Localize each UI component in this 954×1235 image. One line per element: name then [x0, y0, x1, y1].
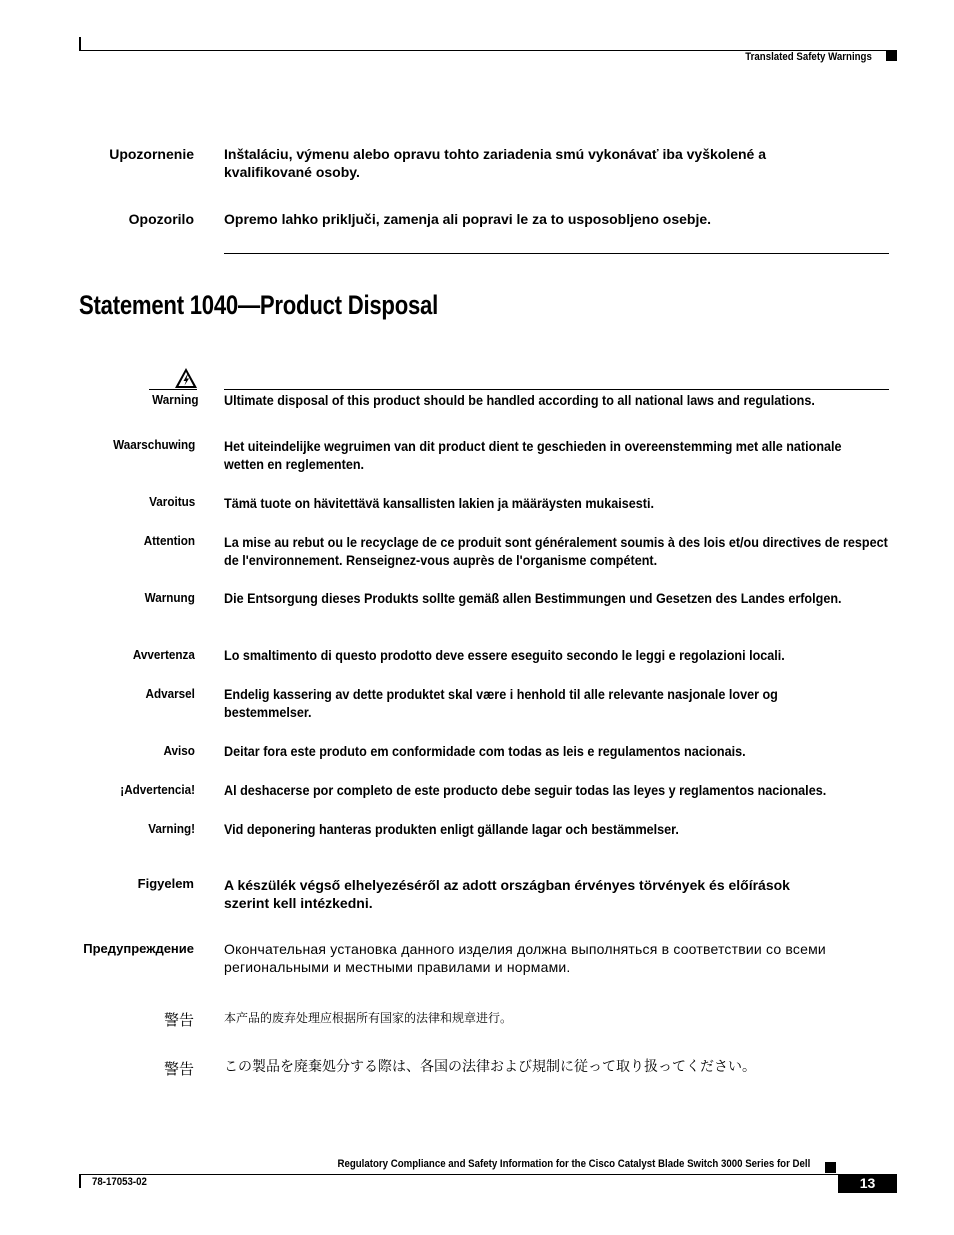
footer-doc-number: 78-17053-02: [92, 1176, 147, 1188]
header-marker: [886, 50, 897, 61]
translation-label-russian: Предупреждение: [83, 941, 194, 956]
warning-text-slovenian: Opremo lahko priključi, zamenja ali popravi le za to usposobljeno osebje.: [224, 211, 712, 227]
warning-text-slovak: Inštaláciu, výmenu alebo opravu tohto zariadenia smú vykonávať iba vyškolené a kvalifikované osoby.: [224, 146, 767, 180]
translation-text-portuguese: Deitar fora este produto em conformidade com todas as leis e regulamentos nacionais.: [224, 743, 746, 759]
end-rule: [224, 253, 889, 254]
translation-text-french: La mise au rebut ou le recyclage de ce produit sont généralement soumis à des lois et/ou directives de respect de l'environnement. Renseignez-vous auprès de l'organisme compétent.: [224, 534, 888, 568]
translation-text-finnish: Tämä tuote on hävitettävä kansallisten lakien ja määräysten mukaisesti.: [224, 495, 654, 511]
translation-text-german: Die Entsorgung dieses Produkts sollte gemäß allen Bestimmungen und Gesetzen des Landes erfolgen.: [224, 590, 842, 606]
translation-text-italian: Lo smaltimento di questo prodotto deve essere eseguito secondo le leggi e regolazioni locali.: [224, 647, 785, 663]
crop-mark-bottom: [79, 1174, 81, 1188]
warning-icon: [174, 367, 198, 389]
crop-mark-top: [79, 37, 81, 51]
warning-label-slovak: Upozornenie: [109, 146, 194, 162]
translation-label-french: Attention: [143, 533, 195, 548]
translation-label-german: Warnung: [144, 590, 195, 605]
statement-title: Statement 1040—Product Disposal: [79, 290, 439, 320]
translation-label-portuguese: Aviso: [163, 743, 195, 758]
header-section-title: Translated Safety Warnings: [745, 51, 872, 63]
translation-text-chinese: 本产品的废弃处理应根据所有国家的法律和规章进行。: [224, 1011, 513, 1025]
footer-rule: [79, 1174, 897, 1175]
translation-text-dutch: Het uiteindelijke wegruimen van dit product dient te geschieden in overeenstemming met alle nationale wetten en reglementen.: [224, 438, 842, 472]
translation-label-japanese: 警告: [163, 1060, 194, 1078]
translation-text-hungarian: A készülék végső elhelyezéséről az adott országban érvényes törvények és előírások szerint kell intézkedni.: [224, 877, 790, 911]
footer-marker: [825, 1162, 836, 1173]
footer-document-title: Regulatory Compliance and Safety Information for the Cisco Catalyst Blade Switch 3000 Series for Dell: [337, 1158, 810, 1170]
translation-text-spanish: Al deshacerse por completo de este producto debe seguir todas las leyes y reglamentos nacionales.: [224, 782, 827, 798]
translation-label-hungarian: Figyelem: [137, 876, 194, 891]
translation-text-swedish: Vid deponering hanteras produkten enligt gällande lagar och bestämmelser.: [224, 821, 679, 837]
translation-text-norwegian: Endelig kassering av dette produktet skal være i henhold til alle relevante nasjonale lover og bestemmelser.: [224, 686, 778, 720]
translation-text-japanese: この製品を廃棄処分する際は、各国の法律および規制に従って取り扱ってください。: [224, 1059, 756, 1075]
translation-label-swedish: Varning!: [148, 821, 195, 836]
translation-label-norwegian: Advarsel: [145, 686, 195, 701]
translation-label-italian: Avvertenza: [132, 647, 195, 662]
warning-label: Warning: [152, 392, 199, 407]
warning-text: Ultimate disposal of this product should be handled according to all national laws and regulations.: [224, 392, 815, 408]
translation-label-spanish: ¡Advertencia!: [120, 782, 195, 797]
translation-text-russian: Окончательная установка данного изделия должна выполняться в соответствии со всеми региональными и местными правилами и нормами.: [224, 941, 826, 975]
warning-icon-rule: [149, 389, 197, 390]
translation-label-finnish: Varoitus: [148, 494, 195, 509]
warning-text-rule: [224, 389, 889, 390]
warning-label-slovenian: Opozorilo: [128, 211, 194, 227]
translation-label-dutch: Waarschuwing: [112, 437, 195, 452]
page-number: 13: [838, 1174, 897, 1193]
translation-label-chinese: 警告: [163, 1011, 194, 1029]
